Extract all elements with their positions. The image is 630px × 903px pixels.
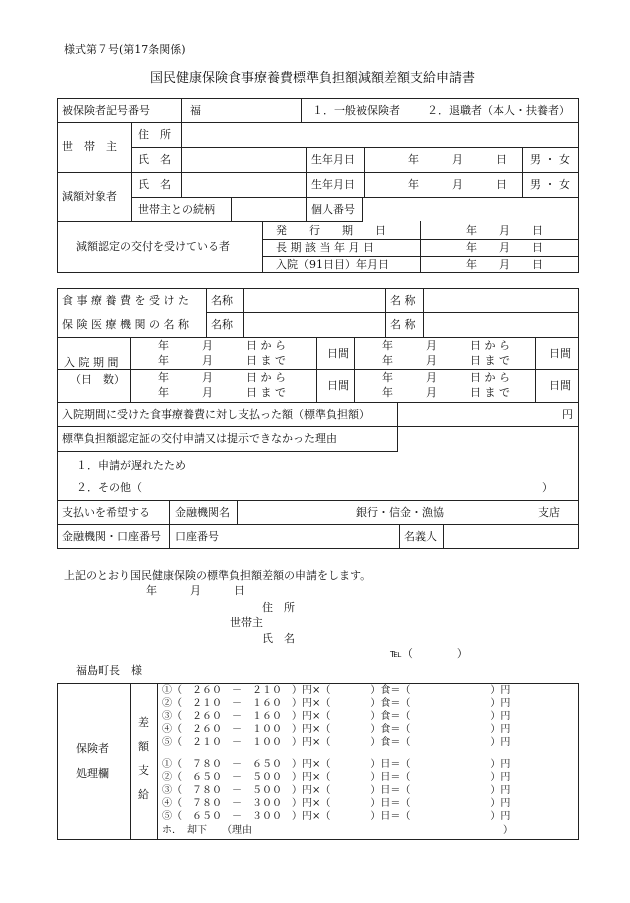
dob-label: 生年月日 [311, 153, 355, 166]
diff-char-2: 額 [138, 740, 149, 753]
reason-label: 標準負担額認定証の交付申請又は提示できなかった理由 [62, 432, 337, 445]
applicant-head-label: 世帯主 [230, 616, 263, 629]
institution-name-field-1[interactable] [244, 289, 384, 311]
day91-date-label: 入院（91日目）年月日 [276, 258, 389, 271]
household-sex-select[interactable]: 男 ・ 女 [530, 153, 570, 166]
insurer-label: 保険者 [76, 742, 109, 755]
household-name-field[interactable] [182, 148, 305, 171]
bank-account-label: 金融機関・口座番号 [62, 530, 161, 543]
long-term-date-field[interactable]: 年 月 日 [466, 241, 543, 254]
insured-number-label: 被保険者記号番号 [62, 104, 150, 117]
reject-row[interactable]: ホ． 却下 （理由 [162, 825, 252, 836]
applicant-address-label: 住 所 [262, 601, 295, 614]
stay-to-3[interactable]: 年 月 日 ま で [158, 386, 286, 399]
long-term-date-label: 長 期 該 当 年 月 日 [276, 241, 374, 254]
stay-from-3[interactable]: 年 月 日 か ら [158, 371, 286, 384]
diff-char-3: 支 [138, 764, 149, 777]
account-holder-field[interactable] [444, 525, 577, 547]
branch-name-field[interactable] [448, 501, 536, 523]
issue-date-field[interactable]: 年 月 日 [466, 224, 543, 237]
day91-date-field[interactable]: 年 月 日 [466, 258, 543, 271]
addressee: 福島町長 様 [76, 664, 142, 677]
target-dob-field[interactable]: 年 月 日 [408, 178, 507, 191]
stay-to-1[interactable]: 年 月 日 ま で [158, 354, 286, 367]
household-head-label: 世 帯 主 [62, 140, 117, 153]
reason-other-field[interactable] [150, 478, 540, 496]
bank-name-field[interactable] [238, 501, 354, 523]
reject-close-paren: ） [503, 825, 513, 836]
meal-calc-row[interactable]: ②（ ２１０ － １６０ ）円×（ ）食＝（ ）円 [162, 698, 511, 709]
target-name-field[interactable] [182, 173, 305, 196]
day-calc-row[interactable]: ④（ ７８０ － ３００ ）円×（ ）日＝（ ）円 [162, 798, 511, 809]
institution-name-field-4[interactable] [424, 313, 577, 336]
applicant-address-field[interactable] [305, 598, 565, 614]
applicant-name-field[interactable] [305, 629, 565, 645]
institution-name-field-2[interactable] [424, 289, 577, 311]
stay-days-label: （日 数） [70, 373, 125, 386]
institution-name-label: 名称 [211, 318, 233, 331]
meal-calc-row[interactable]: ①（ ２６０ － ２１０ ）円×（ ）食＝（ ）円 [162, 685, 511, 696]
stay-from-1[interactable]: 年 月 日 か ら [158, 339, 286, 352]
account-holder-label: 名義人 [404, 530, 437, 543]
institution-label: 金融機関名 [175, 506, 230, 519]
name-label: 氏 名 [138, 153, 171, 166]
institution-name-field-3[interactable] [244, 313, 384, 336]
institution-name-label: 名称 [211, 294, 233, 307]
yen-unit: 円 [562, 408, 573, 421]
personal-number-label: 個人番号 [311, 203, 355, 216]
category-general-checkbox[interactable]: １．一般被保険者 [312, 104, 400, 117]
institution-label-2: 保 険 医 療 機 関 の 名 称 [62, 318, 189, 331]
day-calc-row[interactable]: ②（ ６５０ － ５００ ）円×（ ）日＝（ ）円 [162, 772, 511, 783]
payment-preference-label: 支払いを希望する [62, 506, 150, 519]
day-calc-row[interactable]: ⑤（ ６５０ － ３００ ）円×（ ）日＝（ ）円 [162, 811, 511, 822]
form-title: 国民健康保険食事療養費標準負担額減額差額支給申請書 [150, 71, 476, 86]
day-calc-row[interactable]: ③（ ７８０ － ５００ ）円×（ ）日＝（ ）円 [162, 785, 511, 796]
phone-field[interactable]: ℡（ ） [390, 647, 468, 660]
institution-name-label: 名 称 [390, 294, 416, 307]
branch-label: 支店 [538, 506, 560, 519]
meal-calc-row[interactable]: ③（ ２６０ － １６０ ）円×（ ）食＝（ ）円 [162, 711, 511, 722]
meal-calc-row[interactable]: ④（ ２６０ － １００ ）円×（ ）食＝（ ）円 [162, 724, 511, 735]
meal-calc-row[interactable]: ⑤（ ２１０ － １００ ）円×（ ）食＝（ ）円 [162, 737, 511, 748]
declaration-text: 上記のとおり国民健康保険の標準負担額差額の申請をします。 [64, 569, 372, 582]
bank-type-select[interactable]: 銀行・信金・漁協 [356, 506, 444, 519]
diff-char-4: 給 [138, 788, 149, 801]
address-label: 住 所 [138, 128, 171, 141]
dob-label: 生年月日 [311, 178, 355, 191]
days-label: 日間 [549, 347, 571, 360]
stay-from-4[interactable]: 年 月 日 か ら [382, 371, 510, 384]
stay-to-2[interactable]: 年 月 日 ま で [382, 354, 510, 367]
personal-number-field[interactable] [363, 198, 577, 221]
applicant-name-label: 氏 名 [262, 632, 295, 645]
amount-paid-label: 入院期間に受けた食事療養費に対し支払った額（標準負担額） [62, 408, 370, 421]
relation-label: 世帯主との続柄 [138, 203, 215, 216]
processing-label: 処理欄 [76, 767, 109, 780]
form-number: 様式第７号(第17条関係) [64, 43, 186, 56]
diff-char-1: 差 [138, 716, 149, 729]
close-paren: ） [542, 481, 553, 494]
household-dob-field[interactable]: 年 月 日 [408, 153, 507, 166]
application-date-field[interactable]: 年 月 日 [146, 584, 245, 597]
amount-paid-field[interactable] [398, 403, 558, 425]
target-sex-select[interactable]: 男 ・ 女 [530, 178, 570, 191]
household-address-field[interactable] [182, 123, 577, 146]
stay-to-4[interactable]: 年 月 日 ま で [382, 386, 510, 399]
relation-field[interactable] [232, 198, 305, 221]
days-label: 日間 [327, 347, 349, 360]
insured-number-field[interactable] [182, 99, 300, 122]
account-number-field[interactable] [238, 525, 398, 547]
stay-period-label: 入 院 期 間 [64, 356, 119, 369]
name-label: 氏 名 [138, 178, 171, 191]
reason-other-option[interactable]: ２．その他（ [76, 481, 142, 494]
days-label: 日間 [549, 379, 571, 392]
day-calc-row[interactable]: ①（ ７８０ － ６５０ ）円×（ ）日＝（ ）円 [162, 759, 511, 770]
stay-from-2[interactable]: 年 月 日 か ら [382, 339, 510, 352]
institution-label-1: 食 事 療 養 費 を 受 け た [62, 294, 189, 307]
days-label: 日間 [327, 379, 349, 392]
reason-late-option[interactable]: １．申請が遅れたため [76, 459, 186, 472]
issue-date-label: 発 行 期 日 [276, 224, 386, 237]
insured-number-prefix: 福 [190, 104, 201, 117]
category-retired-checkbox[interactable]: ２．退職者（本人・扶養者） [427, 104, 570, 117]
institution-name-label: 名 称 [390, 318, 416, 331]
reduction-target-label: 減額対象者 [62, 190, 117, 203]
account-number-label: 口座番号 [175, 530, 219, 543]
certificate-holder-label: 減額認定の交付を受けている者 [76, 240, 230, 253]
